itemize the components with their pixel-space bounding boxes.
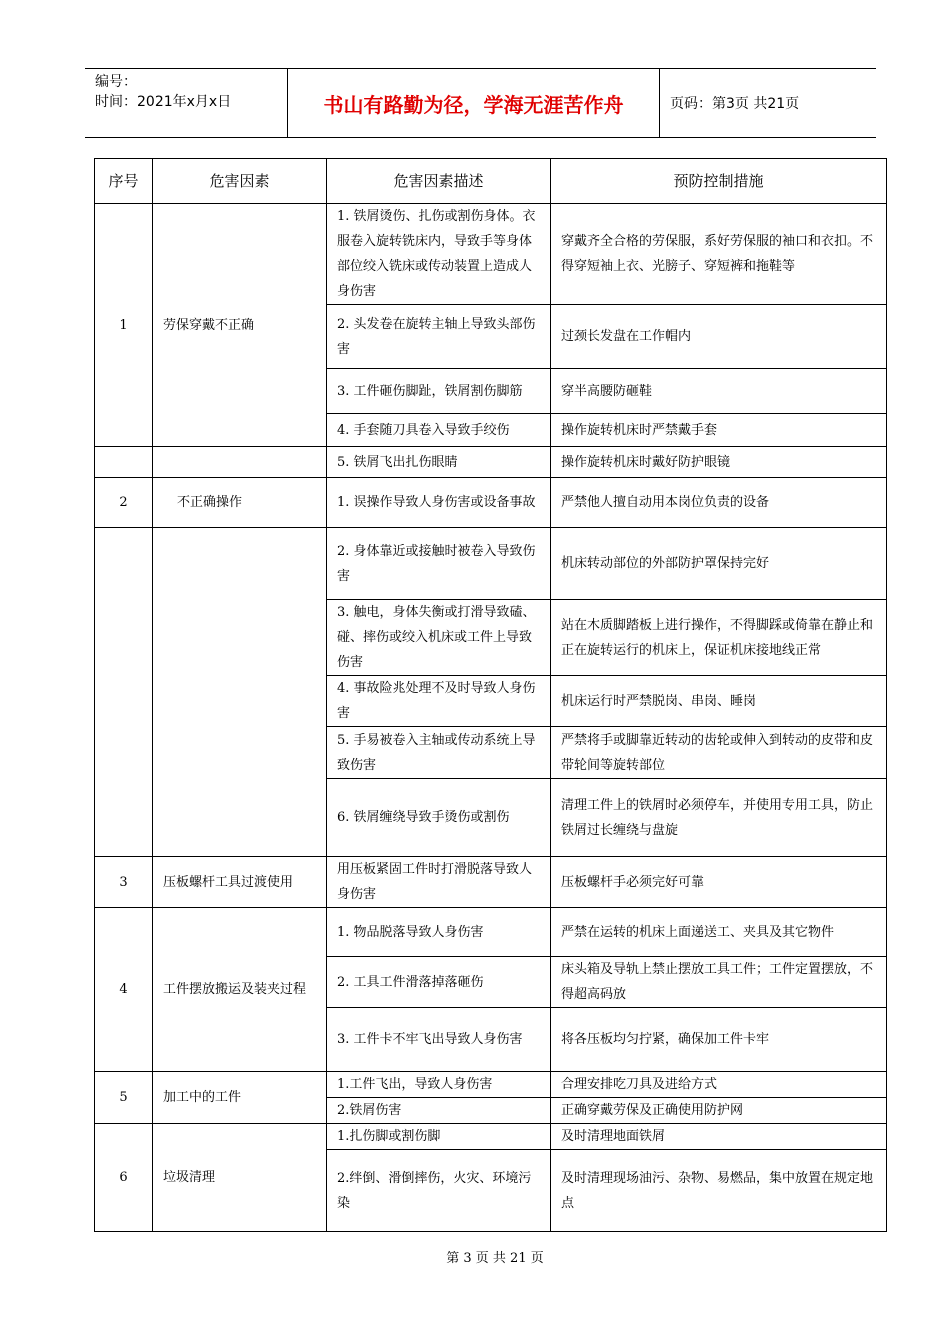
page-footer: 第 3 页 共 21 页 xyxy=(446,1251,544,1266)
row-desc: 3. 工件卡不牢飞出导致人身伤害 xyxy=(327,1008,551,1072)
row-no: 6 xyxy=(95,1124,153,1232)
row-factor: 劳保穿戴不正确 xyxy=(153,204,327,447)
row-measure: 站在木质脚踏板上进行操作，不得脚踩或倚靠在静止和正在旋转运行的机床上，保证机床接地线正常 xyxy=(551,600,887,676)
row-measure: 机床运行时严禁脱岗、串岗、睡岗 xyxy=(551,676,887,727)
table-row xyxy=(95,908,887,957)
row-factor: 垃圾清理 xyxy=(153,1124,327,1232)
row-measure: 及时清理地面铁屑 xyxy=(551,1124,887,1150)
row-desc: 4. 手套随刀具卷入导致手绞伤 xyxy=(327,414,551,447)
row-no: 5 xyxy=(95,1072,153,1124)
row-desc: 5. 手易被卷入主轴或传动系统上导致伤害 xyxy=(327,727,551,779)
row-desc: 4. 事故险兆处理不及时导致人身伤害 xyxy=(327,676,551,727)
number-label: 编号： xyxy=(95,74,137,90)
row-measure: 严禁在运转的机床上面递送工、夹具及其它物件 xyxy=(551,908,887,957)
table-row xyxy=(95,1124,887,1150)
row-factor xyxy=(153,528,327,857)
row-measure: 压板螺杆手必须完好可靠 xyxy=(551,857,887,908)
row-no xyxy=(95,528,153,857)
row-measure: 床头箱及导轨上禁止摆放工具工件；工件定置摆放，不得超高码放 xyxy=(551,957,887,1008)
row-desc: 2. 身体靠近或接触时被卷入导致伤害 xyxy=(327,528,551,600)
table-header-row xyxy=(95,159,887,204)
row-no: 3 xyxy=(95,857,153,908)
col-header-no: 序号 xyxy=(95,159,153,204)
row-desc: 用压板紧固工件时打滑脱落导致人身伤害 xyxy=(327,857,551,908)
row-measure: 穿戴齐全合格的劳保服，系好劳保服的袖口和衣扣。不得穿短袖上衣、光膀子、穿短裤和拖鞋等 xyxy=(551,204,887,305)
row-measure: 正确穿戴劳保及正确使用防护网 xyxy=(551,1098,887,1124)
row-desc: 1. 物品脱落导致人身伤害 xyxy=(327,908,551,957)
row-measure: 及时清理现场油污、杂物、易燃品，集中放置在规定地点 xyxy=(551,1150,887,1232)
row-no: 1 xyxy=(95,204,153,447)
table-row xyxy=(95,528,887,600)
col-header-factor: 危害因素 xyxy=(153,159,327,204)
row-desc: 6. 铁屑缠绕导致手烫伤或割伤 xyxy=(327,779,551,857)
row-desc: 2. 工具工件滑落掉落砸伤 xyxy=(327,957,551,1008)
row-desc: 2.绊倒、滑倒摔伤，火灾、环境污染 xyxy=(327,1150,551,1232)
col-header-measure: 预防控制措施 xyxy=(551,159,887,204)
row-measure: 操作旋转机床时严禁戴手套 xyxy=(551,414,887,447)
row-no: 4 xyxy=(95,908,153,1072)
table-row xyxy=(95,478,887,528)
row-desc: 2.铁屑伤害 xyxy=(327,1098,551,1124)
row-factor: 加工中的工件 xyxy=(153,1072,327,1124)
header-meta xyxy=(85,69,288,137)
row-measure: 过颈长发盘在工作帽内 xyxy=(551,305,887,369)
time-label: 时间：2021年x月x日 xyxy=(95,94,232,110)
row-factor: 工件摆放搬运及装夹过程 xyxy=(153,908,327,1072)
row-desc: 5. 铁屑飞出扎伤眼睛 xyxy=(327,447,551,478)
row-factor: 压板螺杆工具过渡使用 xyxy=(153,857,327,908)
row-desc: 1. 误操作导致人身伤害或设备事故 xyxy=(327,478,551,528)
row-desc: 1.工件飞出，导致人身伤害 xyxy=(327,1072,551,1098)
row-measure: 机床转动部位的外部防护罩保持完好 xyxy=(551,528,887,600)
row-measure: 将各压板均匀拧紧，确保加工件卡牢 xyxy=(551,1008,887,1072)
row-desc: 3. 触电，身体失衡或打滑导致磕、碰、摔伤或绞入机床或工件上导致伤害 xyxy=(327,600,551,676)
row-desc: 1.扎伤脚或割伤脚 xyxy=(327,1124,551,1150)
row-measure: 严禁将手或脚靠近转动的齿轮或伸入到转动的皮带和皮带轮间等旋转部位 xyxy=(551,727,887,779)
row-factor xyxy=(153,447,327,478)
table-row xyxy=(95,857,887,908)
hazard-table xyxy=(94,158,887,1232)
col-header-desc: 危害因素描述 xyxy=(327,159,551,204)
row-factor: 不正确操作 xyxy=(153,478,327,528)
row-measure: 穿半高腰防砸鞋 xyxy=(551,369,887,414)
row-desc: 1. 铁屑烫伤、扎伤或割伤身体。衣服卷入旋转铣床内，导致手等身体部位绞入铣床或传动装置上造成人身伤害 xyxy=(327,204,551,305)
row-no xyxy=(95,447,153,478)
table-row xyxy=(95,447,887,478)
header-motto: 书山有路勤为径，学海无涯苦作舟 xyxy=(288,69,660,137)
row-measure: 合理安排吃刀具及进给方式 xyxy=(551,1072,887,1098)
table-row xyxy=(95,204,887,305)
page-header xyxy=(85,68,876,138)
row-measure: 严禁他人擅自动用本岗位负责的设备 xyxy=(551,478,887,528)
row-desc: 2. 头发卷在旋转主轴上导致头部伤害 xyxy=(327,305,551,369)
row-desc: 3. 工件砸伤脚趾，铁屑割伤脚筋 xyxy=(327,369,551,414)
row-measure: 清理工件上的铁屑时必须停车，并使用专用工具，防止铁屑过长缠绕与盘旋 xyxy=(551,779,887,857)
row-no: 2 xyxy=(95,478,153,528)
header-page-label: 页码：第3页 共21页 xyxy=(670,96,800,112)
table-row xyxy=(95,1072,887,1098)
row-measure: 操作旋转机床时戴好防护眼镜 xyxy=(551,447,887,478)
